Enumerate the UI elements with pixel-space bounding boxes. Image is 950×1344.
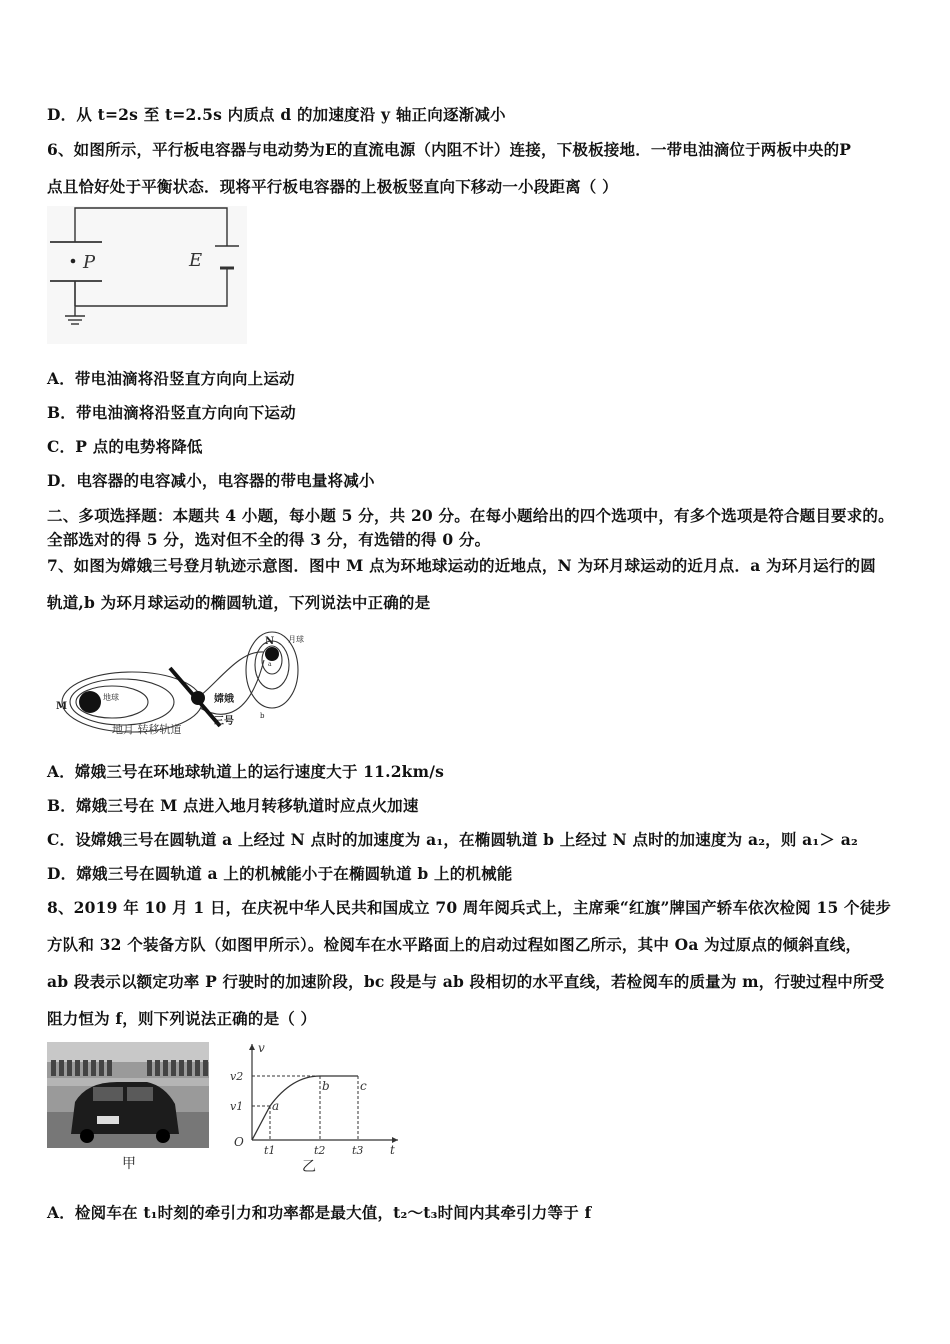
- q7-option-b: B．嫦娥三号在 M 点进入地月转移轨道时应点火加速: [47, 796, 419, 815]
- moon-label: 月球: [288, 635, 304, 644]
- section2-header-line1: 二、多项选择题：本题共 4 小题，每小题 5 分，共 20 分。在每小题给出的四个选项中，有多个选项是符合题目要求的。: [47, 506, 894, 525]
- moon-disk: [265, 647, 279, 661]
- axis-v-label: v: [258, 1041, 265, 1055]
- q8-stem-line1: 8、2019 年 10 月 1 日，在庆祝中华人民共和国成立 70 周年阅兵式上，主席乘“红旗”牌国产轿车依次检阅 15 个徒步: [47, 898, 892, 917]
- q6-option-c: C．P 点的电势将降低: [47, 437, 203, 456]
- earth-disk: [79, 691, 101, 713]
- v1-label: v1: [230, 1100, 244, 1113]
- earth-label: 地球: [103, 693, 119, 702]
- orbit-label: 地月 转移轨道: [112, 723, 182, 736]
- origin-label: O: [234, 1135, 244, 1149]
- n-label: N: [265, 636, 275, 647]
- craft-label-2: 三号: [214, 716, 234, 727]
- transfer-orbit-curve: [200, 652, 264, 696]
- q6-stem-line2: 点且恰好处于平衡状态．现将平行板电容器的上极板竖直向下移动一小段距离（ ）: [47, 177, 618, 196]
- t1-label: t1: [264, 1144, 276, 1157]
- q7-option-a: A．嫦娥三号在环地球轨道上的运行速度大于 11.2km/s: [47, 762, 445, 781]
- craft-label-1: 嫦娥: [214, 694, 234, 705]
- car-shape: [71, 1082, 179, 1143]
- q7-stem-line2: 轨道,b 为环月球运动的椭圆轨道，下列说法中正确的是: [47, 593, 431, 612]
- parade-car-photo: [47, 1042, 209, 1174]
- q7-option-c: C．设嫦娥三号在圆轨道 a 上经过 N 点时的加速度为 a₁，在椭圆轨道 b 上经过 N 点时的加速度为 a₂，则 a₁＞ a₂: [47, 830, 858, 849]
- capacitor-circuit-figure: [47, 206, 247, 344]
- q8-stem-line4: 阻力恒为 f，则下列说法正确的是（ ）: [47, 1009, 317, 1028]
- section2-header-line2: 全部选对的得 5 分，选对但不全的得 3 分，有选错的得 0 分。: [47, 530, 491, 549]
- q6-stem-line1: 6、如图所示，平行板电容器与电动势为E的直流电源（内阻不计）连接，下极板接地．一带电油滴位于两板中央的P: [47, 140, 852, 159]
- t2-label: t2: [314, 1144, 326, 1157]
- t3-label: t3: [352, 1144, 364, 1157]
- p-label: P: [83, 252, 96, 273]
- q7-option-d: D．嫦娥三号在圆轨道 a 上的机械能小于在椭圆轨道 b 上的机械能: [47, 864, 513, 883]
- a-label: a: [268, 661, 272, 668]
- q6-option-d: D．电容器的电容减小，电容器的带电量将减小: [47, 471, 375, 490]
- spacecraft-body: [191, 691, 205, 705]
- change3-trajectory-figure: [50, 630, 320, 742]
- q8-option-a: A．检阅车在 t₁时刻的牵引力和功率都是最大值，t₂～t₃时间内其牵引力等于 f: [47, 1203, 592, 1222]
- point-a-label: a: [272, 1099, 280, 1113]
- q5-option-d: D．从 t=2s 至 t=2.5s 内质点 d 的加速度沿 y 轴正向逐渐减小: [47, 105, 506, 124]
- e-label: E: [189, 250, 203, 271]
- point-b-label: b: [322, 1079, 330, 1093]
- q6-option-a: A．带电油滴将沿竖直方向向上运动: [47, 369, 295, 388]
- point-c-label: c: [360, 1079, 367, 1093]
- oa-segment: [252, 1106, 270, 1140]
- axis-t-label: t: [390, 1143, 395, 1157]
- v2-label: v2: [230, 1070, 244, 1083]
- q8-stem-line2: 方队和 32 个装备方队（如图甲所示）。检阅车在水平路面上的启动过程如图乙所示，其中 Oa 为过原点的倾斜直线，: [47, 935, 862, 954]
- v-t-graph: [228, 1038, 404, 1174]
- photo-caption: 甲: [122, 1156, 136, 1172]
- q6-option-b: B．带电油滴将沿竖直方向向下运动: [47, 403, 296, 422]
- oil-drop-dot: [71, 259, 76, 264]
- q7-stem-line1: 7、如图为嫦娥三号登月轨迹示意图．图中 M 点为环地球运动的近地点，N 为环月球运动的近月点．a 为环月运行的圆: [47, 556, 876, 575]
- graph-caption: 乙: [302, 1159, 316, 1174]
- b-label: b: [260, 712, 265, 720]
- m-label: M: [56, 701, 68, 712]
- q8-stem-line3: ab 段表示以额定功率 P 行驶时的加速阶段，bc 段是与 ab 段相切的水平直线，若检阅车的质量为 m，行驶过程中所受: [47, 972, 885, 991]
